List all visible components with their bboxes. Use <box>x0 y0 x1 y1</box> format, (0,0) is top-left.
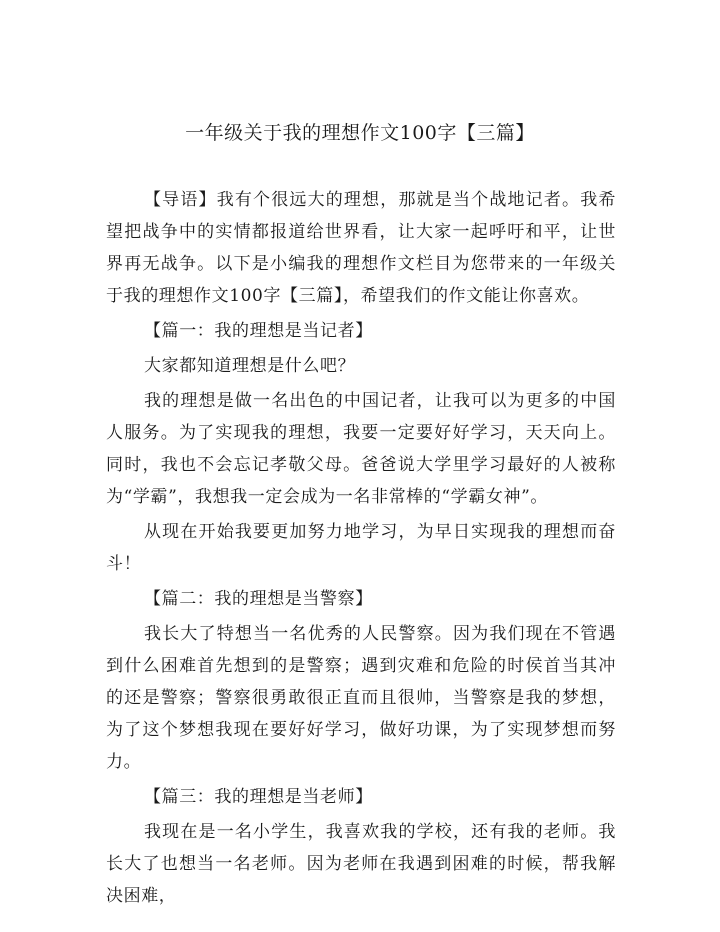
section-heading-1: 【篇一：我的理想是当记者】 <box>144 321 373 341</box>
intro-paragraph: 【导语】我有个很远大的理想，那就是当个战地记者。我希望把战争中的实情都报道给世界看，让大家一起呼吁和平，让世界再无战争。以下是小编我的理想作文栏目为您带来的一年级关于我的理想作文100字【三篇】，希望我们的作文能让你喜欢。 <box>106 190 616 306</box>
section-heading-3: 【篇三：我的理想是当老师】 <box>144 787 373 807</box>
body-paragraph: 大家都知道理想是什么吧？ <box>144 356 356 376</box>
body-paragraph: 我长大了特想当一名优秀的人民警察。因为我们现在不管遇到什么困难首先想到的是警察；遇到灾难和危险的时侯首当其冲的还是警察；警察很勇敢很正直而且很帅，当警察是我的梦想，为了这个梦想我现在要好好学习，做好功课，为了实现梦想而努力。 <box>106 624 616 772</box>
document-title: 一年级关于我的理想作文100字【三篇】 <box>185 122 535 144</box>
document-body <box>106 184 616 915</box>
body-paragraph: 我现在是一名小学生，我喜欢我的学校，还有我的老师。我长大了也想当一名老师。因为老师在我遇到困难的时候，帮我解决困难， <box>106 822 616 906</box>
section-heading-2: 【篇二：我的理想是当警察】 <box>144 589 373 609</box>
body-paragraph: 我的理想是做一名出色的中国记者，让我可以为更多的中国人服务。为了实现我的理想，我要一定要好好学习，天天向上。同时，我也不会忘记孝敬父母。爸爸说大学里学习最好的人被称为“学霸”，我想我一定会成为一名非常棒的“学霸女神”。 <box>106 391 616 507</box>
body-paragraph: 从现在开始我要更加努力地学习，为早日实现我的理想而奋斗！ <box>106 522 616 574</box>
